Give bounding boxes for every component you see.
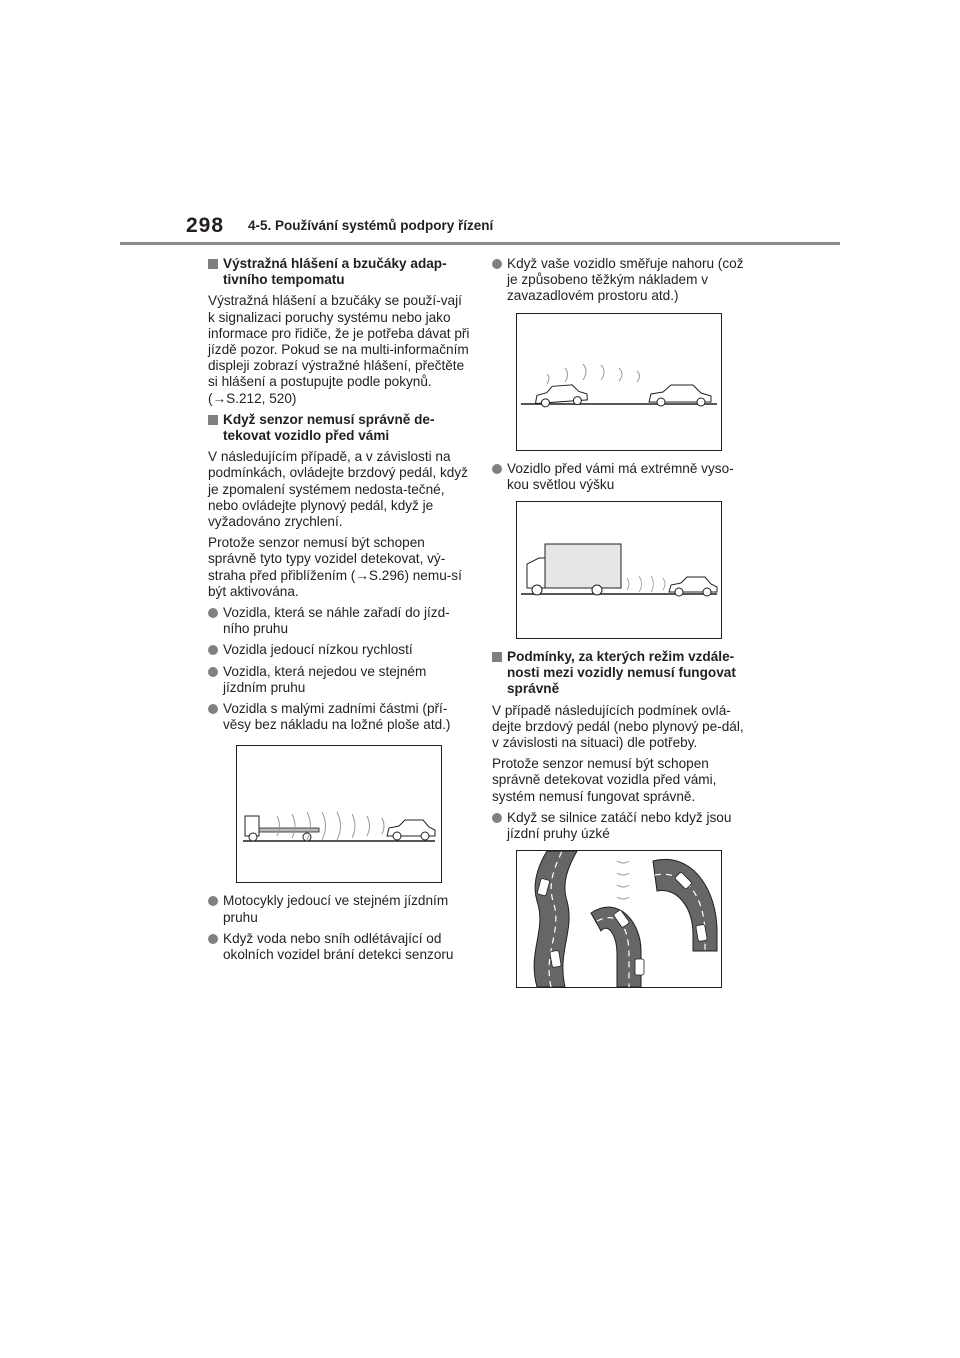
list-item: Když vaše vozidlo směřuje nahoru (což je způsobeno těžkým nákladem v zavazadlovém prostoru atd.) [492, 256, 754, 305]
round-bullet-icon [208, 645, 218, 655]
heading-warning-messages: Výstražná hlášení a bzučáky adap-tivního tempomatu [208, 256, 470, 288]
right-column [492, 256, 754, 998]
list-item: Motocykly jedoucí ve stejném jízdním pruhu [208, 893, 470, 925]
left-column [208, 256, 470, 968]
heading-sensor-detection: Když senzor nemusí správně de-tekovat vozidlo před vámi [208, 412, 470, 444]
illustration-curved-roads [516, 850, 722, 988]
square-bullet-icon [208, 259, 218, 269]
illustration-high-clearance-truck [516, 501, 722, 639]
list-item: Vozidla, která se náhle zařadí do jízd-ního pruhu [208, 605, 470, 637]
round-bullet-icon [208, 667, 218, 677]
list-item: Vozidla jedoucí nízkou rychlostí [208, 642, 470, 658]
list-item: Vozidla, která nejedou ve stejném jízdním pruhu [208, 664, 470, 696]
header-divider [120, 242, 840, 245]
square-bullet-icon [492, 652, 502, 662]
paragraph: Protože senzor nemusí být schopen správně detekovat vozidla před vámi, systém nemusí fungovat správně. [492, 756, 717, 804]
illustration-vehicle-nose-up [516, 313, 722, 451]
round-bullet-icon [208, 896, 218, 906]
round-bullet-icon [492, 464, 502, 474]
list-item: Vozidla s malými zadními částmi (pří-věsy bez nákladu na ložné ploše atd.) [208, 701, 470, 733]
paragraph: V případě následujících podmínek ovlá-dejte brzdový pedál (nebo plynový pe-dál, v závislosti na situaci) dle potřeby. [492, 702, 744, 751]
list-item: Když voda nebo sníh odlétávající od okolních vozidel brání detekci senzoru [208, 931, 470, 963]
round-bullet-icon [492, 813, 502, 823]
page-header [0, 0, 960, 250]
round-bullet-icon [208, 608, 218, 618]
round-bullet-icon [208, 934, 218, 944]
list-item: Když se silnice zatáčí nebo když jsou jízdní pruhy úzké [492, 810, 754, 842]
section-title: 4-5. Používání systémů podpory řízení [248, 218, 494, 233]
heading-distance-mode-conditions: Podmínky, za kterých režim vzdále-nosti mezi vozidly nemusí fungovat správně [492, 649, 754, 698]
round-bullet-icon [208, 704, 218, 714]
page-number: 298 [186, 214, 225, 237]
paragraph: Výstražná hlášení a bzučáky se použí-vají k signalizaci poruchy systému nebo jako informace pro řidiče, že je potřeba dávat při jízdě pozor. Pokud se na multi-informačním displeji zobrazí výstražné hlášení, přečtěte si hlášení a postupujte podle pokynů. (→S.212, 520) [208, 293, 470, 406]
square-bullet-icon [208, 415, 218, 425]
illustration-trailer-truck [236, 745, 442, 883]
list-item: Vozidlo před vámi má extrémně vyso-kou světlou výšku [492, 461, 754, 493]
paragraph: Protože senzor nemusí být schopen správně tyto typy vozidel detekovat, vý-straha před přiblížením (→S.296) nemu-sí být aktivována. [208, 535, 462, 599]
round-bullet-icon [492, 259, 502, 269]
paragraph: V následujícím případě, a v závislosti na podmínkách, ovládejte brzdový pedál, když je zpomalení systémem nedosta-tečné, nebo ovládejte plynový pedál, když je vyžadováno zrychlení. [208, 449, 468, 530]
